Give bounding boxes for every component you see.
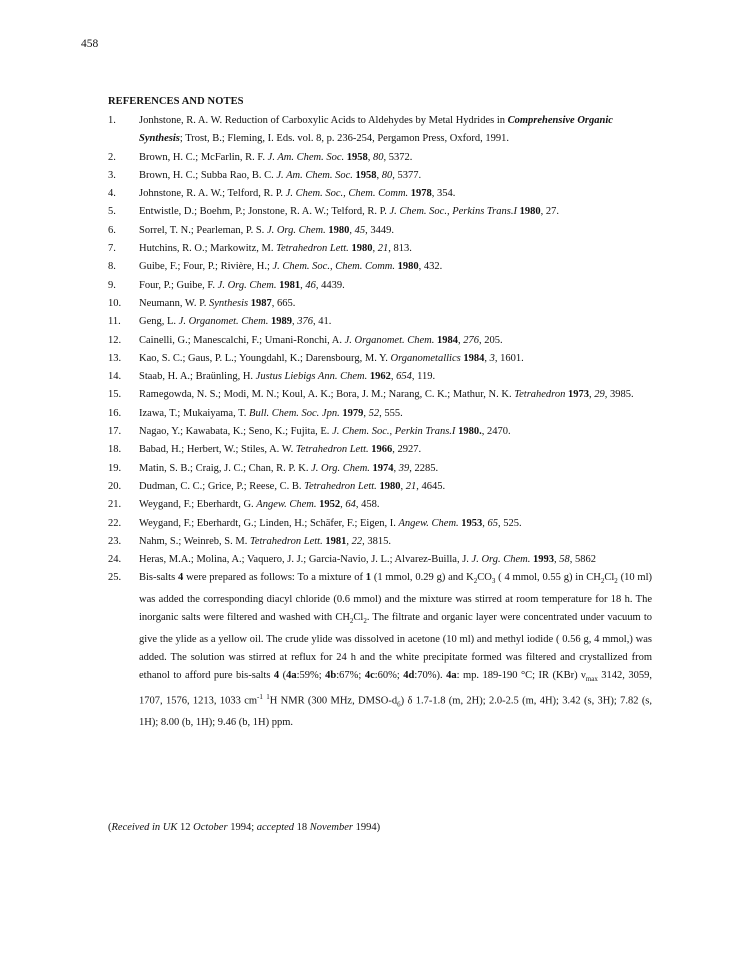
- text-segment: :67%;: [336, 670, 365, 682]
- reference-number: 8.: [108, 261, 116, 273]
- text-segment: Cl: [604, 572, 615, 584]
- reference-text: [139, 258, 652, 276]
- reference-item: [108, 405, 652, 423]
- reference-number: 15.: [108, 389, 122, 401]
- text-segment: 4d: [403, 670, 415, 682]
- text-segment: , 5377.: [392, 169, 422, 181]
- reference-text: [139, 167, 652, 185]
- text-segment: J. Org. Chem.: [471, 554, 531, 566]
- text-segment: (1 mmol, 0.29 g) and K: [371, 572, 474, 584]
- text-segment: J. Am. Chem. Soc.: [276, 169, 353, 181]
- text-segment: 1: [266, 693, 270, 702]
- text-segment: ,: [458, 334, 464, 346]
- text-segment: 80: [381, 169, 393, 181]
- text-segment: -1: [257, 693, 263, 702]
- text-segment: J. Organomet. Chem.: [178, 316, 269, 328]
- text-segment: ,: [346, 535, 352, 547]
- reference-text: [139, 423, 652, 441]
- text-segment: J. Am. Chem. Soc.: [267, 151, 345, 163]
- reference-item: [108, 551, 652, 569]
- text-segment: max: [585, 675, 598, 684]
- reference-number: 20.: [108, 480, 122, 492]
- text-segment: Jonhstone, R. A. W. Reduction of Carboxylic Acids to Aldehydes by Metal Hydrides in: [139, 115, 508, 126]
- text-segment: , 2285.: [409, 462, 439, 474]
- text-segment: Johnstone, R. A. W.; Telford, R. P.: [139, 188, 286, 200]
- text-segment: Four, P.; Guibe, F.: [139, 279, 218, 291]
- reference-item: [108, 368, 652, 386]
- reference-number: 2.: [108, 151, 116, 163]
- text-segment: , 3985.: [604, 389, 634, 401]
- text-segment: 21: [405, 480, 417, 492]
- text-segment: 1989: [271, 316, 293, 328]
- text-segment: J. Org. Chem.: [266, 224, 326, 236]
- text-segment: , 5372.: [383, 151, 413, 163]
- text-segment: 2: [473, 577, 478, 586]
- reference-text: [139, 386, 652, 404]
- reference-text: [139, 112, 652, 149]
- text-segment: Bull. Chem. Soc. Jpn.: [249, 407, 340, 419]
- text-segment: 4a: [286, 670, 297, 682]
- reference-text: [139, 350, 652, 368]
- text-segment: ; Trost, B.; Fleming, I. Eds. vol. 8, p. 236-254, Pergamon Press, Oxford, 1991.: [179, 133, 509, 145]
- reference-number: 12.: [108, 334, 122, 346]
- text-segment: Weygand, F.; Eberhardt, G.; Linden, H.; Schäfer, F.; Eigen, I.: [139, 517, 399, 529]
- text-segment: Tetrahedron Lett.: [304, 480, 377, 492]
- text-segment: 1993: [532, 554, 554, 566]
- text-segment: ,: [349, 224, 355, 236]
- text-segment: ,: [484, 352, 490, 364]
- reference-number: 4.: [108, 188, 116, 200]
- reference-text: [139, 332, 652, 350]
- text-segment: 654: [396, 371, 412, 383]
- text-segment: Entwistle, D.; Boehm, P.; Jonstone, R. A. W.; Telford, R. P.: [139, 206, 390, 218]
- reference-item: [108, 332, 652, 350]
- text-segment: :70%).: [414, 670, 447, 682]
- text-segment: , 2470.: [481, 426, 511, 438]
- text-segment: ) δ 1.7-1.8 (m, 2H); 2.0-2.5 (m, 4H); 3.42 (s, 3H); 7.82 (s, 1H); 8.00 (b, 1H); 9.46 (b, 1H) ppm.: [139, 695, 653, 729]
- text-segment: 1980.: [458, 426, 482, 438]
- text-segment: Brown, H. C.; Subba Rao, B. C.: [139, 169, 277, 181]
- reference-item: [108, 185, 652, 203]
- text-segment: ,: [340, 499, 346, 511]
- text-segment: 1979: [342, 407, 364, 419]
- text-segment: . The filtrate and organic layer were concentrated under vacuum to give the ylide as a yellow oil. The crude ylide was dissolved in acetone (10 ml) and methyl iodide ( 0.56 g, 4 mmol,) was added. The solution was stirred at reflux for 24 h and the white precipitate formed was filtered and crystallized from ethanol to afford pure bis-salts: [139, 612, 653, 682]
- reference-number: 9.: [108, 279, 116, 291]
- reference-number: 23.: [108, 535, 122, 547]
- text-segment: 3: [491, 577, 496, 586]
- text-segment: Hutchins, R. O.; Markowitz, M.: [139, 243, 277, 255]
- text-segment: Matin, S. B.; Craig, J. C.; Chan, R. P. K.: [139, 462, 312, 474]
- text-segment: 64: [345, 499, 356, 511]
- text-segment: , 555.: [379, 407, 403, 419]
- text-segment: 1: [365, 572, 372, 584]
- text-segment: H NMR (300 MHz, DMSO-d: [269, 695, 398, 707]
- text-segment: Comprehensive Organic Synthesis: [139, 115, 613, 145]
- page-number: 458: [81, 38, 99, 50]
- text-segment: , 354.: [431, 188, 456, 200]
- text-segment: 1980: [519, 206, 541, 218]
- text-segment: 22: [351, 535, 363, 547]
- text-segment: Brown, H. C.; McFarlin, R. F.: [139, 151, 268, 163]
- text-segment: 45: [354, 224, 366, 236]
- text-segment: 2: [614, 577, 618, 586]
- reference-text: [139, 203, 652, 221]
- text-segment: ( 4 mmol, 0.55 g) in CH: [495, 572, 601, 584]
- reference-text: [139, 295, 652, 313]
- reference-number: 18.: [108, 444, 122, 456]
- text-segment: J. Chem. Soc., Perkins Trans.I: [389, 206, 517, 218]
- reference-text: [139, 551, 652, 569]
- text-segment: (: [108, 822, 112, 833]
- text-segment: 2: [349, 617, 354, 626]
- reference-item: [108, 149, 652, 167]
- text-segment: , 813.: [388, 243, 412, 255]
- text-segment: J. Org. Chem.: [311, 462, 370, 474]
- text-segment: Received in UK: [111, 822, 178, 833]
- reference-item: [108, 277, 652, 295]
- text-segment: 1962: [369, 371, 391, 383]
- text-segment: , 1601.: [494, 352, 524, 364]
- text-segment: Justus Liebigs Ann. Chem.: [255, 371, 368, 383]
- reference-item: [108, 258, 652, 276]
- text-segment: 6: [397, 701, 401, 710]
- text-segment: 80: [373, 151, 384, 163]
- text-segment: 29: [594, 389, 605, 401]
- text-segment: ,: [363, 407, 369, 419]
- reference-item: [108, 295, 652, 313]
- reference-number: 3.: [108, 169, 116, 181]
- text-segment: Nahm, S.; Weinreb, S. M.: [139, 535, 250, 547]
- reference-item: [108, 350, 652, 368]
- text-segment: 18: [294, 822, 310, 833]
- text-segment: 1981: [325, 535, 347, 547]
- text-segment: Kao, S. C.; Gaus, P. L.; Youngdahl, K.; Darensbourg, M. Y.: [139, 352, 391, 364]
- text-segment: 12: [177, 822, 194, 833]
- text-segment: CO: [477, 572, 492, 584]
- reference-item: [108, 240, 652, 258]
- text-segment: :59%;: [296, 670, 326, 682]
- text-segment: , 4439.: [315, 279, 345, 291]
- reference-text: [139, 313, 652, 331]
- reference-item: [108, 460, 652, 478]
- reference-item: [108, 441, 652, 459]
- text-segment: J. Chem. Soc., Chem. Comm.: [285, 188, 409, 200]
- text-segment: ,: [292, 316, 298, 328]
- text-segment: 1952: [319, 499, 341, 511]
- text-segment: 1980: [379, 480, 401, 492]
- text-segment: 1980: [328, 224, 350, 236]
- text-segment: were prepared as follows: To a mixture of: [183, 572, 366, 584]
- text-segment: , 3449.: [365, 224, 394, 236]
- reference-text: [139, 569, 652, 732]
- reference-text: [139, 496, 652, 514]
- text-segment: Izawa, T.; Mukaiyama, T.: [139, 407, 250, 419]
- text-segment: Tetrahedron Lett.: [276, 243, 349, 255]
- reference-number: 25.: [108, 572, 122, 584]
- reference-text: [139, 277, 652, 295]
- text-segment: 58: [559, 554, 570, 566]
- text-segment: J. Organomet. Chem.: [344, 334, 435, 346]
- reference-number: 7.: [108, 243, 116, 255]
- text-segment: ,: [400, 480, 406, 492]
- text-segment: Organometallics: [390, 352, 461, 364]
- reference-item: [108, 167, 652, 185]
- text-segment: ,: [482, 517, 488, 529]
- text-segment: Cl: [353, 612, 364, 624]
- text-segment: 1958: [346, 151, 368, 163]
- reference-number: 21.: [108, 499, 122, 511]
- text-segment: Cainelli, G.; Manescalchi, F.; Umani-Ronchi, A.: [139, 334, 345, 346]
- text-segment: 1973: [568, 389, 590, 401]
- text-segment: , 41.: [313, 316, 332, 328]
- reference-number: 5.: [108, 206, 116, 218]
- text-segment: Sorrel, T. N.; Pearleman, P. S.: [139, 224, 267, 236]
- text-segment: ,: [589, 389, 595, 401]
- text-segment: 1994;: [227, 822, 257, 833]
- reference-number: 19.: [108, 462, 122, 474]
- text-segment: J. Org. Chem.: [217, 279, 277, 291]
- text-segment: Tetrahedron Lett.: [249, 535, 323, 547]
- reference-number: 6.: [108, 224, 116, 236]
- reference-text: [139, 441, 652, 459]
- text-segment: ,: [390, 371, 397, 383]
- reference-number: 14.: [108, 371, 122, 383]
- text-segment: 1980: [397, 261, 419, 273]
- references-list: [108, 112, 652, 733]
- text-segment: ,: [300, 279, 306, 291]
- text-segment: J. Chem. Soc., Chem. Comm.: [272, 261, 395, 273]
- reference-text: [139, 240, 652, 258]
- reference-item: [108, 533, 652, 551]
- text-segment: 3: [489, 352, 495, 364]
- reference-item: [108, 222, 652, 240]
- text-segment: 2: [600, 577, 605, 586]
- text-segment: Angew. Chem.: [398, 517, 459, 529]
- text-segment: 1958: [355, 169, 377, 181]
- text-segment: , 432.: [418, 261, 443, 273]
- reference-text: [139, 533, 652, 551]
- text-segment: 3142, 3059, 1707, 1576, 1213, 1033 cm: [139, 670, 653, 707]
- text-segment: 65: [487, 517, 499, 529]
- text-segment: Staab, H. A.; Braünling, H.: [139, 371, 256, 383]
- reference-item: [108, 203, 652, 221]
- text-segment: ,: [367, 151, 374, 163]
- text-segment: 1953: [461, 517, 483, 529]
- reference-number: 11.: [108, 316, 121, 328]
- reference-number: 13.: [108, 352, 122, 364]
- received-note: [108, 822, 380, 833]
- reference-text: [139, 515, 652, 533]
- text-segment: , 5862: [569, 554, 596, 566]
- text-segment: 4b: [325, 670, 337, 682]
- text-segment: 46: [305, 279, 316, 291]
- text-segment: ,: [372, 243, 378, 255]
- text-segment: 1981: [279, 279, 301, 291]
- text-segment: 276: [463, 334, 479, 346]
- text-segment: ,: [376, 169, 382, 181]
- text-segment: Babad, H.; Herbert, W.; Stiles, A. W.: [139, 444, 296, 456]
- text-segment: 4a: [446, 670, 457, 682]
- reference-number: 10.: [108, 297, 122, 309]
- text-segment: Bis-salts: [139, 572, 178, 584]
- text-segment: 39: [398, 462, 410, 474]
- text-segment: 4: [273, 670, 280, 682]
- text-segment: (: [279, 670, 287, 682]
- text-segment: Tetrahedron: [514, 389, 566, 401]
- reference-number: 22.: [108, 517, 122, 529]
- reference-number: 24.: [108, 554, 122, 566]
- text-segment: 1984: [437, 334, 458, 346]
- text-segment: 21: [377, 243, 389, 255]
- text-segment: :60%;: [374, 670, 404, 682]
- text-segment: 1994): [352, 822, 381, 833]
- text-segment: , 3815.: [362, 535, 391, 547]
- text-segment: 1984: [463, 352, 485, 364]
- text-segment: November: [309, 822, 353, 833]
- section-heading: REFERENCES AND NOTES: [108, 96, 244, 107]
- text-segment: Ramegowda, N. S.; Modi, M. N.; Koul, A. K.; Bora, J. M.; Narang, C. K.; Mathur, N. K.: [139, 389, 515, 401]
- text-segment: , 458.: [355, 499, 380, 511]
- text-segment: , 525.: [498, 517, 522, 529]
- reference-item: [108, 515, 652, 533]
- text-segment: Nagao, Y.; Kawabata, K.; Seno, K.; Fujita, E.: [139, 426, 333, 438]
- reference-text: [139, 460, 652, 478]
- text-segment: Weygand, F.; Eberhardt, G.: [139, 499, 257, 511]
- text-segment: Geng, L.: [139, 316, 179, 328]
- text-segment: Tetrahedron Lett.: [295, 444, 369, 456]
- text-segment: Heras, M.A.; Molina, A.; Vaquero, J. J.; Garcia-Navio, J. L.; Alvarez-Builla, J.: [139, 554, 472, 566]
- text-segment: 2: [363, 617, 367, 626]
- text-segment: , 4645.: [416, 480, 446, 492]
- reference-number: 17.: [108, 426, 122, 438]
- text-segment: Synthesis: [209, 297, 249, 309]
- reference-number: 1.: [108, 115, 116, 126]
- text-segment: Guibe, F.; Four, P.; Rivière, H.;: [139, 261, 273, 273]
- text-segment: Neumann, W. P.: [139, 297, 210, 309]
- reference-number: 16.: [108, 407, 122, 419]
- reference-item: [108, 496, 652, 514]
- text-segment: (10 ml) was added the corresponding diacyl chloride (0.6 mmol) and the mixture was stirred at room temperature for 18 h. The inorganic salts were filtered and washed with CH: [139, 572, 653, 624]
- text-segment: 52: [368, 407, 380, 419]
- text-segment: , 119.: [411, 371, 436, 383]
- reference-text: [139, 149, 652, 167]
- text-segment: 1980: [351, 243, 373, 255]
- reference-item: [108, 386, 652, 404]
- reference-text: [139, 405, 652, 423]
- text-segment: 4c: [364, 670, 375, 682]
- text-segment: , 205.: [479, 334, 503, 346]
- reference-item: [108, 112, 652, 149]
- reference-item: [108, 423, 652, 441]
- text-segment: 1978: [410, 188, 432, 200]
- reference-text: [139, 185, 652, 203]
- text-segment: 1987: [250, 297, 272, 309]
- reference-text: [139, 368, 652, 386]
- text-segment: , 27.: [540, 206, 559, 218]
- text-segment: Dudman, C. C.; Grice, P.; Reese, C. B.: [139, 480, 305, 492]
- reference-item: [108, 313, 652, 331]
- text-segment: 376: [297, 316, 314, 328]
- reference-text: [139, 478, 652, 496]
- reference-item: [108, 478, 652, 496]
- text-segment: October: [193, 822, 228, 833]
- text-segment: , 2927.: [392, 444, 422, 456]
- text-segment: 1966: [371, 444, 393, 456]
- text-segment: J. Chem. Soc., Perkin Trans.I: [332, 426, 456, 438]
- reference-item: [108, 569, 652, 732]
- text-segment: Angew. Chem.: [256, 499, 317, 511]
- text-segment: , 665.: [271, 297, 296, 309]
- text-segment: ,: [553, 554, 560, 566]
- text-segment: accepted: [256, 822, 295, 833]
- text-segment: : mp. 189-190 °C; IR (KBr) ν: [456, 670, 586, 682]
- text-segment: 1974: [372, 462, 394, 474]
- text-segment: ,: [393, 462, 399, 474]
- text-segment: 4: [178, 572, 184, 584]
- reference-text: [139, 222, 652, 240]
